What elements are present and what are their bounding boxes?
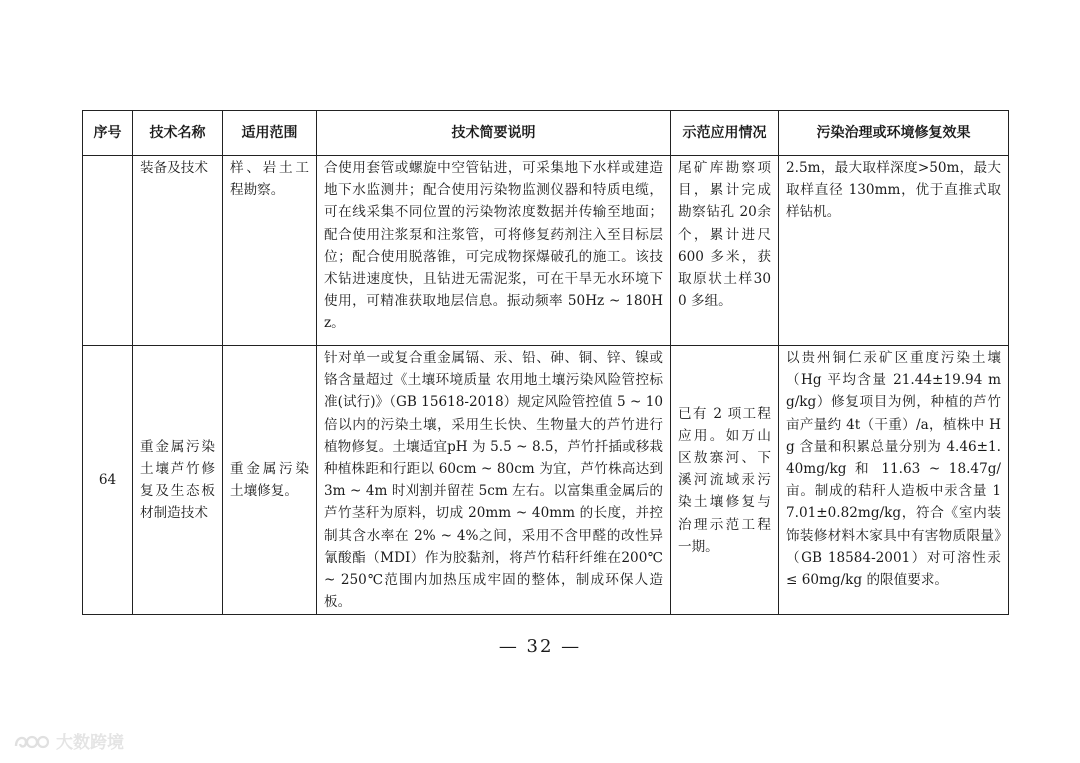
table-header-row bbox=[83, 111, 1009, 156]
row-demo: 尾矿库勘察项目，累计完成勘察钻孔 20余个，累计进尺 600 多米，获取原状土样300 多组。 bbox=[671, 156, 779, 346]
row-description: 针对单一或复合重金属镉、汞、铅、砷、铜、锌、镍或铬含量超过《土壤环境质量 农用地土壤污染风险管控标准(试行)》（GB 15618-2018）规定风险管控值 5 ~ 10 倍以内的污染土壤，采用生长快、生物量大的芦竹进行植物修复。土壤适宜pH 为 5.5 ~ 8.5，芦竹扦插或移栽种植株距和行距以 60cm ~ 80cm 为宜，芦竹株高达到 3m ~ 4m 时刈割并留茬 5cm 左右。以富集重金属后的芦竹茎秆为原料，切成 20mm ~ 40mm 的长度，并控制其含水率在 2% ~ 4%之间，采用不含甲醛的改性异氰酸酯（MDI）作为胶黏剂，将芦竹秸秆纤维在200℃ ~ 250℃范围内加热压成牢固的整体，制成环保人造板。 bbox=[317, 346, 671, 615]
col-header-description: 技术简要说明 bbox=[317, 111, 671, 156]
technology-table bbox=[82, 110, 1009, 615]
row-effect: 2.5m，最大取样深度>50m，最大取样直径 130mm，优于直推式取样钻机。 bbox=[779, 156, 1009, 346]
row-demo: 已有 2 项工程应用。如万山区敖寨河、下溪河流域汞污染土壤修复与治理示范工程一期。 bbox=[671, 346, 779, 615]
col-header-demo: 示范应用情况 bbox=[671, 111, 779, 156]
col-header-scope: 适用范围 bbox=[223, 111, 317, 156]
watermark bbox=[12, 728, 124, 753]
row-index: 64 bbox=[83, 346, 133, 615]
row-tech-name: 装备及技术 bbox=[133, 156, 223, 346]
row-tech-name: 重金属污染土壤芦竹修复及生态板材制造技术 bbox=[133, 346, 223, 615]
row-index bbox=[83, 156, 133, 346]
col-header-effect: 污染治理或环境修复效果 bbox=[779, 111, 1009, 156]
row-scope: 重金属污染土壤修复。 bbox=[223, 346, 317, 615]
row-scope: 样、岩土工程勘察。 bbox=[223, 156, 317, 346]
page-number: — 32 — bbox=[498, 636, 582, 657]
row-effect: 以贵州铜仁汞矿区重度污染土壤（Hg 平均含量 21.44±19.94 mg/kg）修复项目为例，种植的芦竹亩产量约 4t（干重）/a，植株中 Hg 含量和积累总量分别为 4.46±1.40mg/kg 和 11.63 ~ 18.47g/亩。制成的秸秆人造板中汞含量 17.01±0.82mg/kg，符合《室内装饰装修材料木家具中有害物质限量》（GB 18584-2001）对可溶性汞 ≤ 60mg/kg 的限值要求。 bbox=[779, 346, 1009, 615]
row-description: 合使用套管或螺旋中空管钻进，可采集地下水样或建造地下水监测井；配合使用污染物监测仪器和特质电缆，可在线采集不同位置的污染物浓度数据并传输至地面；配合使用注浆泵和注浆管，可将修复药剂注入至目标层位；配合使用脱落锥，可完成物探爆破孔的施工。该技术钻进速度快，且钻进无需泥浆，可在干旱无水环境下使用，可精准获取地层信息。振动频率 50Hz ~ 180Hz。 bbox=[317, 156, 671, 346]
watermark-logo-icon bbox=[12, 730, 52, 752]
col-header-tech-name: 技术名称 bbox=[133, 111, 223, 156]
table-row bbox=[83, 156, 1009, 346]
table-row bbox=[83, 346, 1009, 615]
watermark-text: 大数跨境 bbox=[56, 733, 124, 753]
col-header-index: 序号 bbox=[83, 111, 133, 156]
